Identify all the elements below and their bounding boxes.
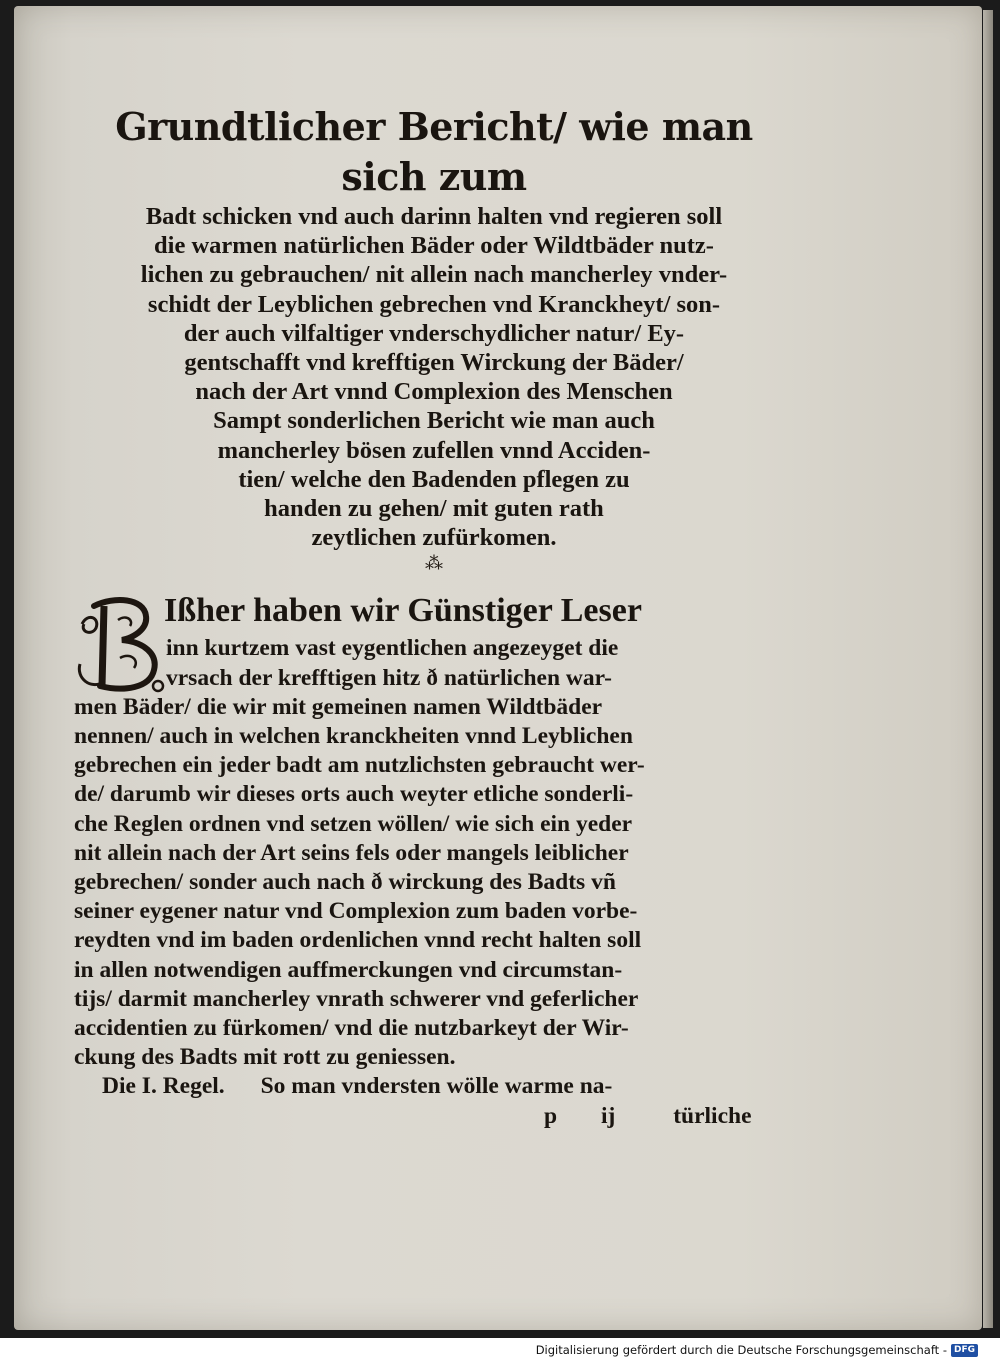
body-paragraph — [74, 588, 794, 1130]
catchword: türliche — [673, 1102, 752, 1129]
heading-line: der auch vilfaltiger vnderschydlicher natur/ Ey- — [183, 319, 685, 347]
page-title: Grundtlicher Bericht/ wie man sich zum — [115, 104, 753, 199]
page-footer — [74, 1102, 794, 1131]
body-line: vrsach der krefftigen hitz ð natürlichen war- — [166, 664, 613, 691]
body-line: nennen/ auch in welchen kranckheiten vnnd Leyblichen — [74, 723, 633, 750]
body-line: seiner eygener natur vnd Complexion zum baden vorbe- — [74, 898, 638, 925]
heading-line: Badt schicken vnd auch darinn halten vnd regieren soll — [145, 203, 723, 230]
body-line: gebrechen ein jeder badt am nutzlichsten gebraucht wer- — [74, 752, 645, 779]
rule-text: So man vndersten wölle warme na- — [260, 1073, 613, 1100]
body-line: in allen notwendigen auffmerckungen vnd circumstan- — [74, 956, 623, 983]
signature-mark: p — [544, 1102, 558, 1129]
body-line: reydten vnd im baden ordenlichen vnnd recht halten soll — [74, 927, 642, 954]
heading-line: tien/ welche den Badenden pflegen zu — [238, 465, 630, 493]
heading-line: mancherley bösen zufellen vnnd Acciden- — [217, 436, 651, 464]
body-line: de/ darumb wir dieses orts auch weyter etliche sonderli- — [74, 781, 634, 808]
book-page — [14, 6, 982, 1330]
credit-text: Digitalisierung gefördert durch die Deutsche Forschungsgemeinschaft - — [535, 1343, 947, 1357]
decorated-initial-b-icon — [74, 594, 166, 694]
heading-line: schidt der Leyblichen gebrechen vnd Kranckheyt/ son- — [147, 290, 721, 318]
body-line: accidentien zu fürkomen/ vnd die nutzbarkeyt der Wir- — [74, 1015, 629, 1042]
heading-block — [74, 202, 794, 552]
heading-line: handen zu gehen/ mit guten rath — [264, 495, 604, 523]
body-line: ckung des Badts mit rott zu geniessen. — [74, 1044, 456, 1071]
page-edge — [983, 10, 993, 1328]
heading-line: zeytlichen zufürkomen. — [311, 524, 557, 552]
fleuron-ornament: ⁂ — [425, 553, 443, 575]
body-first-line: Ißher haben wir Günstiger Leser — [164, 592, 642, 630]
heading-line: lichen zu gebrauchen/ nit allein nach mancherley vnder- — [140, 261, 728, 289]
body-line: inn kurtzem vast eygentlichen angezeyget die — [166, 635, 619, 662]
body-line: che Reglen ordnen vnd setzen wöllen/ wie sich ein yeder — [74, 810, 633, 837]
signature-number: ij — [600, 1102, 616, 1129]
body-line: men Bäder/ die wir mit gemeinen namen Wildtbäder — [74, 693, 603, 720]
dfg-logo-icon: DFG — [951, 1344, 978, 1357]
heading-line: nach der Art vnnd Complexion des Menschen — [195, 378, 673, 406]
heading-line: Sampt sonderlichen Bericht wie man auch — [213, 407, 655, 435]
rule-line — [74, 1072, 794, 1101]
body-line: tijs/ darmit mancherley vnrath schwerer vnd geferlicher — [74, 985, 639, 1012]
heading-line: die warmen natürlichen Bäder oder Wildtbäder nutz- — [154, 232, 714, 260]
text-block — [74, 102, 794, 1131]
rule-label: Die I. Regel. — [102, 1073, 225, 1100]
body-line: nit allein nach der Art seins fels oder mangels leiblicher — [74, 839, 629, 866]
digitization-credit — [536, 1343, 978, 1357]
heading-line: gentschafft vnd krefftigen Wirckung der Bäder/ — [184, 349, 684, 377]
body-line: gebrechen/ sonder auch nach ð wirckung des Badts vñ — [74, 869, 616, 896]
